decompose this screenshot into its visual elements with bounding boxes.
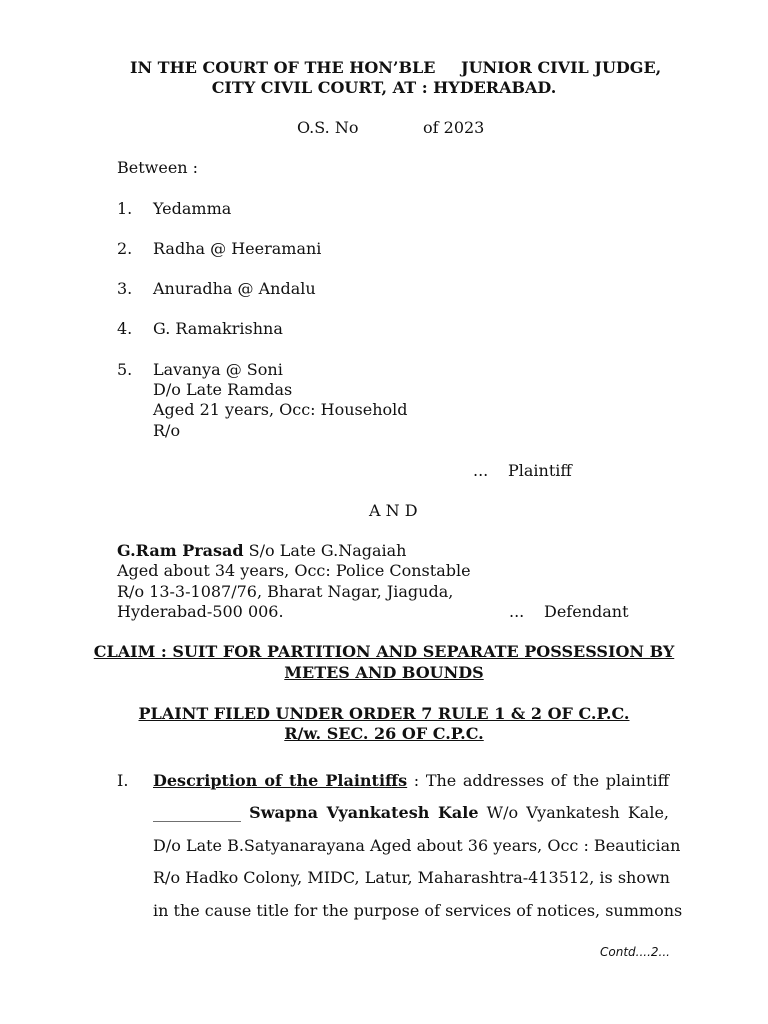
claim-heading-line1: CLAIM : SUIT FOR PARTITION AND SEPARATE POSSESSION BY — [93, 642, 675, 661]
plaintiff-name: Radha @ Heeramani — [153, 239, 322, 258]
plaintiff-role-dots: ... — [473, 461, 489, 480]
section-line — [153, 771, 669, 791]
section-heading: Description of the Plaintiffs — [153, 771, 408, 790]
plaintiff-number: 1. — [117, 199, 133, 218]
court-header-part1: IN THE COURT OF THE HON’BLE — [130, 58, 436, 77]
os-number-label: O.S. No — [297, 118, 359, 137]
plaintiff-number: 2. — [117, 239, 133, 258]
plaint-heading-line1: PLAINT FILED UNDER ORDER 7 RULE 1 & 2 OF C.P.C. — [138, 704, 630, 723]
court-header-part2: JUNIOR CIVIL JUDGE, — [461, 58, 662, 77]
plaintiff-name: Yedamma — [153, 199, 232, 218]
plaintiff-number: 5. — [117, 360, 133, 379]
defendant-detail: R/o 13-3-1087/76, Bharat Nagar, Jiaguda, — [117, 582, 454, 601]
blank-line: ___________ — [153, 803, 241, 822]
court-header-line2: CITY CIVIL COURT, AT : HYDERABAD. — [211, 78, 557, 97]
plaintiff-full-name: Swapna Vyankatesh Kale — [249, 803, 479, 822]
plaintiff-name: G. Ramakrishna — [153, 319, 283, 338]
plaintiff-detail: R/o — [153, 421, 181, 440]
claim-heading-line2: METES AND BOUNDS — [284, 663, 484, 682]
defendant-role-label: Defendant — [544, 602, 629, 621]
plaintiff-number: 4. — [117, 319, 133, 338]
section-text: W/o Vyankatesh Kale, — [478, 803, 670, 822]
section-line: in the cause title for the purpose of services of notices, summons — [153, 901, 683, 920]
plaintiff-detail: D/o Late Ramdas — [153, 380, 293, 399]
plaintiff-role-label: Plaintiff — [508, 461, 572, 480]
defendant-name-line — [117, 541, 406, 561]
section-line: D/o Late B.Satyanarayana Aged about 36 years, Occ : Beautician — [153, 836, 681, 855]
defendant-detail: Hyderabad-500 006. — [117, 602, 284, 621]
os-year: of 2023 — [423, 118, 485, 137]
plaint-heading-line2: R/w. SEC. 26 OF C.P.C. — [284, 724, 484, 743]
plaintiff-number: 3. — [117, 279, 133, 298]
defendant-relation: S/o Late G.Nagaiah — [243, 541, 407, 560]
defendant-detail: Aged about 34 years, Occ: Police Constable — [117, 561, 471, 580]
section-line — [153, 803, 669, 823]
continued-marker: Contd....2... — [600, 945, 670, 959]
defendant-role-dots: ... — [509, 602, 525, 621]
between-label: Between : — [117, 158, 199, 177]
section-text: : The addresses of the plaintiff — [407, 771, 669, 790]
section-number: I. — [117, 771, 129, 790]
plaintiff-name: Anuradha @ Andalu — [153, 279, 316, 298]
plaintiff-name: Lavanya @ Soni — [153, 360, 283, 379]
plaintiff-detail: Aged 21 years, Occ: Household — [153, 400, 408, 419]
defendant-name: G.Ram Prasad — [117, 541, 244, 560]
section-line: R/o Hadko Colony, MIDC, Latur, Maharashtra-413512, is shown — [153, 868, 670, 887]
and-separator: A N D — [369, 501, 418, 520]
